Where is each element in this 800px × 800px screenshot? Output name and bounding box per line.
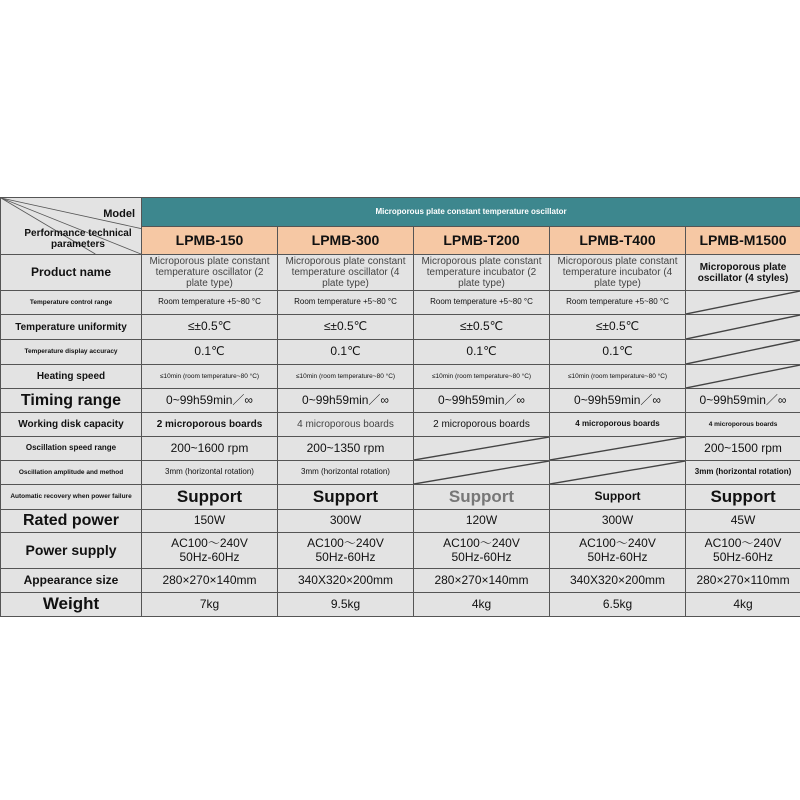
cell: Microporous plate constant temperature incubator (4 plate type) — [550, 255, 686, 291]
cell: 2 microporous boards — [414, 413, 550, 437]
spec-table — [0, 197, 800, 617]
model-lpmb-300: LPMB-300 — [278, 227, 414, 255]
cell: Room temperature +5~80 °C — [550, 291, 686, 315]
slash-line — [550, 437, 685, 460]
row-power-supply — [1, 533, 800, 569]
cell: Support — [142, 485, 278, 510]
voltage: AC100～240V — [171, 536, 248, 551]
cell — [142, 533, 278, 569]
frequency: 50Hz-60Hz — [451, 549, 512, 564]
cell — [278, 533, 414, 569]
corner-model-label: Model — [103, 208, 135, 220]
row-label: Temperature control range — [1, 291, 142, 315]
row-osc-speed — [1, 437, 800, 461]
cell: 300W — [550, 510, 686, 533]
row-product-name — [1, 255, 800, 291]
row-temp-uniformity — [1, 315, 800, 340]
slash-line — [686, 365, 800, 388]
row-temp-display-accuracy — [1, 340, 800, 365]
row-rated-power — [1, 510, 800, 533]
frequency: 50Hz-60Hz — [713, 549, 774, 564]
cell: Room temperature +5~80 °C — [278, 291, 414, 315]
cell: 340X320×200mm — [550, 569, 686, 593]
row-label: Rated power — [1, 510, 142, 533]
cell: 200~1500 rpm — [686, 437, 800, 461]
row-label: Product name — [1, 255, 142, 291]
cell: ≤10min (room temperature~80 °C) — [550, 365, 686, 389]
empty-cell — [414, 461, 550, 485]
cell: 0~99h59min／∞ — [686, 389, 800, 413]
cell: 3mm (horizontal rotation) — [278, 461, 414, 485]
cell: Microporous plate oscillator (4 styles) — [686, 255, 800, 291]
row-timing-range — [1, 389, 800, 413]
cell: 300W — [278, 510, 414, 533]
cell: Support — [278, 485, 414, 510]
cell: 0~99h59min／∞ — [414, 389, 550, 413]
cell: ≤±0.5℃ — [414, 315, 550, 340]
cell: 0~99h59min／∞ — [278, 389, 414, 413]
row-label: Power supply — [1, 533, 142, 569]
cell: 45W — [686, 510, 800, 533]
cell: 2 microporous boards — [142, 413, 278, 437]
cell: 6.5kg — [550, 593, 686, 617]
row-weight — [1, 593, 800, 617]
slash-line — [686, 315, 800, 339]
row-appearance-size — [1, 569, 800, 593]
cell: 340X320×200mm — [278, 569, 414, 593]
slash-line — [414, 461, 549, 484]
row-label: Automatic recovery when power failure — [1, 485, 142, 510]
cell: 0~99h59min／∞ — [142, 389, 278, 413]
row-label: Heating speed — [1, 365, 142, 389]
frequency: 50Hz-60Hz — [587, 549, 648, 564]
empty-cell — [550, 461, 686, 485]
model-lpmb-150: LPMB-150 — [142, 227, 278, 255]
row-label: Appearance size — [1, 569, 142, 593]
row-auto-recovery — [1, 485, 800, 510]
cell: 150W — [142, 510, 278, 533]
slash-line — [550, 461, 685, 484]
model-lpmb-t200: LPMB-T200 — [414, 227, 550, 255]
row-label: Timing range — [1, 389, 142, 413]
cell: 0.1℃ — [142, 340, 278, 365]
cell: 280×270×140mm — [414, 569, 550, 593]
cell: 120W — [414, 510, 550, 533]
voltage: AC100～240V — [443, 536, 520, 551]
model-lpmb-m1500: LPMB-M1500 — [686, 227, 800, 255]
corner-cell — [1, 198, 142, 255]
voltage: AC100～240V — [704, 536, 782, 551]
empty-cell — [686, 340, 800, 365]
cell: 280×270×110mm — [686, 569, 800, 593]
cell: 4kg — [686, 593, 800, 617]
cell: Support — [550, 485, 686, 510]
cell: ≤±0.5℃ — [550, 315, 686, 340]
cell: 7kg — [142, 593, 278, 617]
cell: 0~99h59min／∞ — [550, 389, 686, 413]
row-label: Oscillation speed range — [1, 437, 142, 461]
cell: Microporous plate constant temperature oscillator (4 plate type) — [278, 255, 414, 291]
slash-line — [686, 340, 800, 364]
cell — [550, 533, 686, 569]
cell: Support — [414, 485, 550, 510]
slash-line — [414, 437, 549, 460]
row-label: Temperature display accuracy — [1, 340, 142, 365]
cell — [686, 533, 800, 569]
row-temp-control-range — [1, 291, 800, 315]
cell: 200~1350 rpm — [278, 437, 414, 461]
slash-line — [686, 291, 800, 314]
voltage: AC100～240V — [579, 536, 656, 551]
cell: 3mm (horizontal rotation) — [142, 461, 278, 485]
corner-performance-label: Performance technical parameters — [24, 228, 132, 250]
cell: ≤±0.5℃ — [142, 315, 278, 340]
voltage: AC100～240V — [307, 536, 384, 551]
cell: 0.1℃ — [550, 340, 686, 365]
cell: 4 microporous boards — [550, 413, 686, 437]
row-label: Temperature uniformity — [1, 315, 142, 340]
cell: 3mm (horizontal rotation) — [686, 461, 800, 485]
cell: 4 microporous boards — [686, 413, 800, 437]
frequency: 50Hz-60Hz — [179, 549, 240, 564]
row-heating-speed — [1, 365, 800, 389]
cell: Microporous plate constant temperature oscillator (2 plate type) — [142, 255, 278, 291]
cell: ≤10min (room temperature~80 °C) — [278, 365, 414, 389]
empty-cell — [686, 291, 800, 315]
row-label: Weight — [1, 593, 142, 617]
cell: ≤±0.5℃ — [278, 315, 414, 340]
empty-cell — [686, 315, 800, 340]
row-label: Oscillation amplitude and method — [1, 461, 142, 485]
cell: 4 microporous boards — [278, 413, 414, 437]
row-osc-amplitude — [1, 461, 800, 485]
cell: 9.5kg — [278, 593, 414, 617]
cell — [414, 533, 550, 569]
cell: 280×270×140mm — [142, 569, 278, 593]
cell: 4kg — [414, 593, 550, 617]
model-lpmb-t400: LPMB-T400 — [550, 227, 686, 255]
cell: Room temperature +5~80 °C — [414, 291, 550, 315]
empty-cell — [686, 365, 800, 389]
cell: ≤10min (room temperature~80 °C) — [142, 365, 278, 389]
cell: Microporous plate constant temperature incubator (2 plate type) — [414, 255, 550, 291]
cell: Support — [686, 485, 800, 510]
cell: Room temperature +5~80 °C — [142, 291, 278, 315]
group-title: Microporous plate constant temperature oscillator — [142, 198, 800, 227]
frequency: 50Hz-60Hz — [315, 549, 376, 564]
row-label: Working disk capacity — [1, 413, 142, 437]
cell: 0.1℃ — [414, 340, 550, 365]
empty-cell — [550, 437, 686, 461]
row-working-disk — [1, 413, 800, 437]
cell: 0.1℃ — [278, 340, 414, 365]
cell: ≤10min (room temperature~80 °C) — [414, 365, 550, 389]
header-group-row — [1, 198, 800, 227]
empty-cell — [414, 437, 550, 461]
cell: 200~1600 rpm — [142, 437, 278, 461]
